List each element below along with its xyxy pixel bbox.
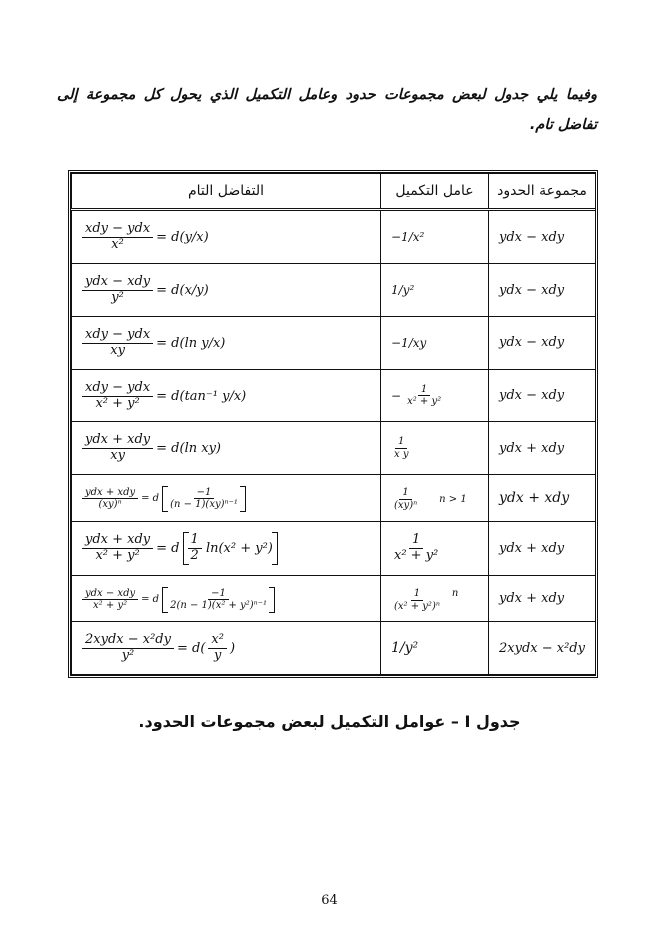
- integrating-factor-cell: 1/y²: [381, 622, 489, 675]
- denominator: x² + y²: [95, 395, 140, 411]
- intro-paragraph: وفيما يلي جدول لبعض مجموعات حدود وعامل التكميل الذي يحول كل مجموعة إلى تفاضل تام.: [57, 87, 597, 133]
- table-caption: جدول I – عوامل التكميل لبعض مجموعات الحدود.: [138, 712, 521, 731]
- numerator: 1: [411, 588, 423, 601]
- rhs: = d: [156, 540, 180, 556]
- table-header-row: [72, 174, 596, 210]
- table-row: [72, 521, 596, 575]
- exact-differential-cell: [72, 575, 381, 621]
- rhs: = d(ln y/x): [156, 335, 226, 351]
- inner-numerator: −1: [194, 487, 215, 500]
- integrating-factor-cell: 1/y²: [381, 264, 489, 317]
- term-group-cell: ydx − xdy: [489, 210, 596, 264]
- integrating-factor-cell: −1/xy: [381, 316, 489, 369]
- numerator: ydx + xdy: [82, 533, 153, 549]
- integrating-factor-cell: [381, 521, 489, 575]
- numerator: ydx + xdy: [82, 487, 138, 500]
- denominator: x² + y²: [407, 396, 442, 407]
- inner-denominator: 2: [190, 547, 199, 563]
- exact-differential-cell: [72, 210, 381, 264]
- table-row: [72, 264, 596, 317]
- closing-paren: ): [229, 641, 236, 657]
- term-group-cell: 2xydx − x²dy: [489, 622, 596, 675]
- exponent-note: n: [451, 588, 459, 600]
- denominator: xy: [110, 342, 125, 358]
- table-row: [72, 475, 596, 521]
- term-group-cell: ydx + xdy: [489, 475, 596, 521]
- numerator: 1: [418, 384, 430, 397]
- table-row: [72, 316, 596, 369]
- numerator: 2xydx − x²dy: [82, 633, 174, 649]
- numerator: xdy − ydx: [82, 222, 153, 238]
- bracket-group: [183, 532, 278, 565]
- inner-numerator: x²: [208, 633, 227, 649]
- exact-differential-cell: [72, 316, 381, 369]
- term-group-cell: ydx − xdy: [489, 264, 596, 317]
- denominator: y²: [121, 648, 135, 664]
- exact-differential-cell: [72, 475, 381, 521]
- denominator: x²: [111, 237, 124, 253]
- header-exact-differential: التفاضل التام: [72, 174, 381, 210]
- exact-differential-cell: [72, 264, 381, 317]
- denominator: xy: [110, 448, 125, 464]
- exact-differential-cell: [72, 622, 381, 675]
- term-group-cell: ydx − xdy: [489, 316, 596, 369]
- table-row: [72, 622, 596, 675]
- bracket-group: [162, 486, 246, 512]
- term-group-cell: ydx + xdy: [489, 422, 596, 475]
- term-group-cell: ydx + xdy: [489, 521, 596, 575]
- sign: −: [391, 388, 402, 403]
- numerator: ydx − xdy: [82, 275, 153, 291]
- integrating-factor-cell: [381, 475, 489, 521]
- integrating-factors-table: [68, 170, 598, 678]
- inner-numerator: 1: [188, 533, 202, 549]
- denominator: x² + y²: [394, 547, 439, 563]
- inner-denominator: (n − 1)(xy)ⁿ⁻¹: [170, 499, 238, 511]
- term-group-cell: ydx + xdy: [489, 575, 596, 621]
- page-number: 64: [321, 893, 338, 908]
- condition-note: n > 1: [439, 493, 467, 505]
- header-term-group: مجموعة الحدود: [489, 174, 596, 210]
- denominator: x² + y²: [93, 600, 128, 612]
- exact-differential-cell: [72, 521, 381, 575]
- rhs: = d: [141, 594, 160, 606]
- numerator: 1: [409, 533, 423, 549]
- denominator: (xy)ⁿ: [98, 499, 122, 511]
- table-row: [72, 575, 596, 621]
- denominator: y²: [111, 290, 124, 306]
- header-integrating-factor: عامل التكميل: [381, 174, 489, 210]
- integrating-factor-cell: [381, 422, 489, 475]
- integrating-factor-cell: −1/x²: [381, 210, 489, 264]
- rhs: = d: [141, 493, 160, 505]
- term-group-cell: ydx − xdy: [489, 369, 596, 422]
- denominator: x y: [394, 448, 409, 460]
- rhs: = d(y/x): [156, 230, 209, 246]
- table-row: [72, 369, 596, 422]
- numerator: 1: [399, 487, 411, 500]
- exact-differential-cell: [72, 422, 381, 475]
- denominator: (x² + y²)ⁿ: [394, 600, 440, 612]
- rhs: = d(ln xy): [156, 441, 221, 457]
- table-row: [72, 422, 596, 475]
- inner-denominator: y: [213, 648, 222, 664]
- integrating-factor-cell: [381, 575, 489, 621]
- inner-denominator: 2(n − 1)(x² + y²)ⁿ⁻¹: [170, 600, 267, 612]
- exact-differential-cell: [72, 369, 381, 422]
- integrating-factor-cell: [381, 369, 489, 422]
- inner-numerator: −1: [208, 588, 229, 601]
- rhs: = d(: [176, 641, 206, 657]
- denominator: (xy)ⁿ: [394, 499, 418, 511]
- numerator: 1: [395, 436, 407, 449]
- rhs: = d(x/y): [156, 283, 209, 299]
- table-row: [72, 210, 596, 264]
- numerator: xdy − ydx: [82, 328, 153, 344]
- inner-tail: ln(x² + y²): [205, 540, 273, 556]
- numerator: ydx + xdy: [82, 433, 153, 449]
- bracket-group: [162, 587, 275, 613]
- numerator: xdy − ydx: [82, 381, 153, 397]
- denominator: x² + y²: [95, 547, 140, 563]
- rhs: = d(tan⁻¹ y/x): [156, 388, 247, 404]
- numerator: ydx − xdy: [82, 588, 138, 601]
